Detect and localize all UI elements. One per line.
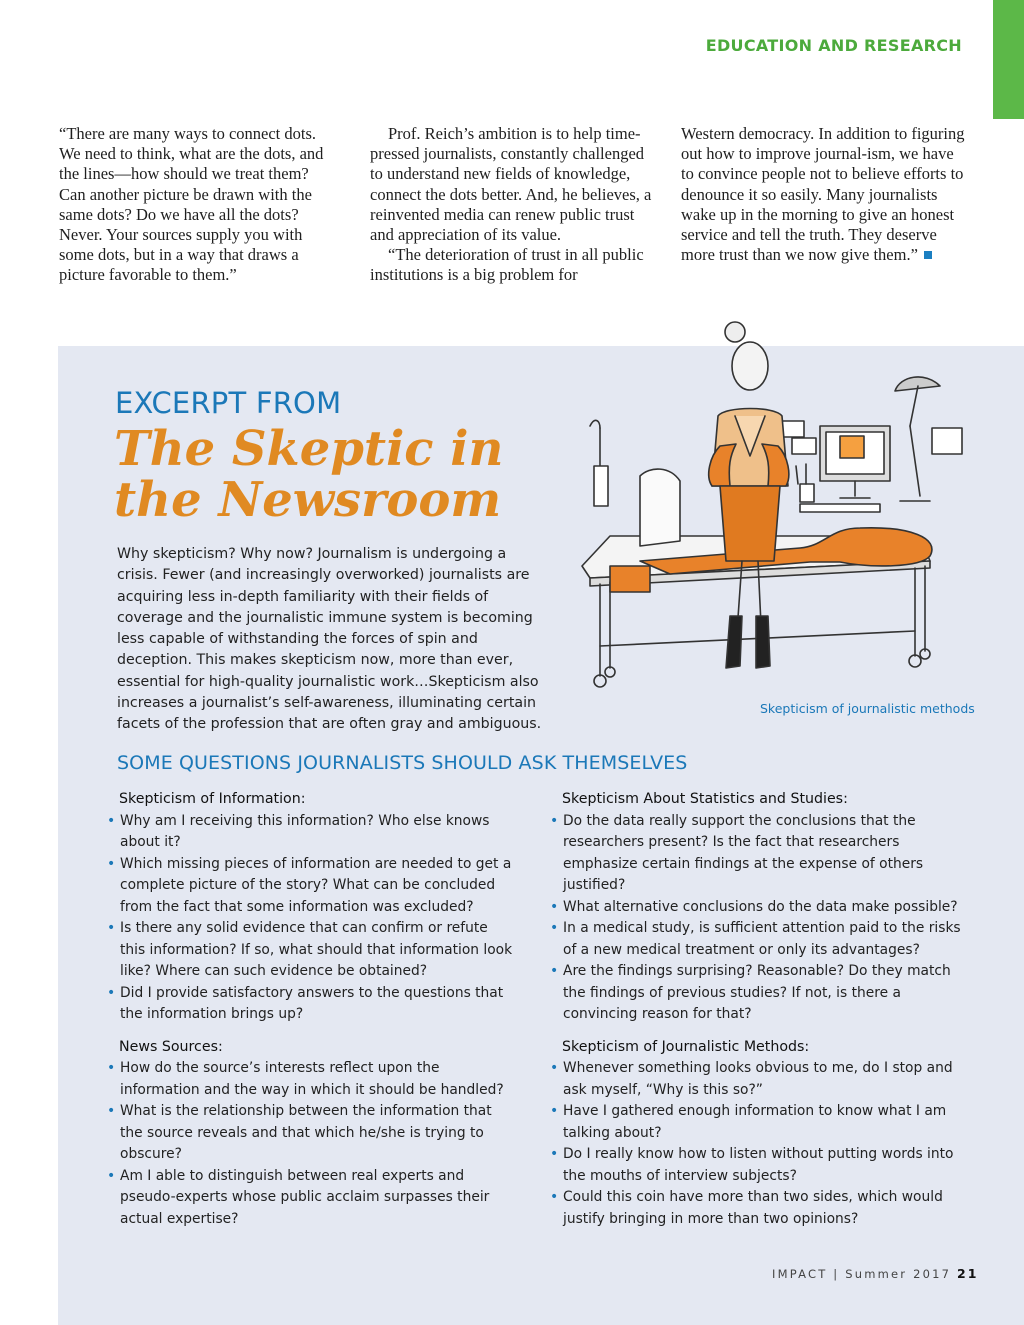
- question-item: • Am I able to distinguish between real experts and pseudo-experts whose public acclaim surpasses their actual expertise?: [107, 1167, 490, 1227]
- bullet-icon: •: [550, 812, 559, 829]
- bullet-icon: •: [550, 1189, 559, 1205]
- bullet-icon: •: [107, 984, 116, 1001]
- question-item: • Why am I receiving this information? Who else knows about it?: [107, 812, 490, 850]
- question-group: [550, 1037, 970, 1231]
- question-group-title: News Sources:: [119, 1038, 223, 1055]
- question-item: • Whenever something looks obvious to me, do I stop and ask myself, “Why is this so?”: [550, 1060, 953, 1098]
- question-item: • What alternative conclusions do the data make possible?: [560, 897, 970, 919]
- excerpt-title: The Skeptic in the Newsroom: [114, 421, 504, 528]
- question-item: • Could this coin have more than two sides, which would justify bringing in more than two opinions?: [550, 1189, 943, 1227]
- article-paragraph: “The deterioration of trust in all public institutions is a big problem for: [370, 245, 644, 285]
- bullet-icon: •: [107, 920, 116, 936]
- bullet-icon: •: [107, 812, 116, 829]
- bullet-icon: •: [550, 1060, 559, 1076]
- question-item: • Have I gathered enough information to know what I am talking about?: [550, 1103, 947, 1141]
- footer-separator: |: [833, 1267, 840, 1281]
- question-item: • Do I really know how to listen without putting words into the mouths of interview subjects?: [550, 1146, 954, 1184]
- section-title: EDUCATION AND RESEARCH: [705, 36, 962, 55]
- question-group: [550, 789, 970, 1026]
- questions-right-column: [550, 789, 970, 1241]
- question-item: • How do the source’s interests reflect upon the information and the way in which it should be handled?: [107, 1060, 504, 1098]
- question-group: [107, 1037, 517, 1231]
- page-number: 21: [957, 1266, 979, 1281]
- bullet-icon: •: [550, 898, 559, 915]
- article-paragraph: Western democracy. In addition to figuring out how to improve journal-ism, we have to convince people not to believe efforts to denounce it so easily. Many journalists wake up in the morning to give an honest service and tell the truth. They deserve more trust than we now give them.”: [681, 124, 965, 265]
- question-item: • Do the data really support the conclusions that the researchers present? Is the fact that researchers emphasize certain findings at the expense of others justified?: [550, 812, 924, 893]
- bullet-icon: •: [107, 1103, 116, 1119]
- bullet-icon: •: [550, 963, 559, 979]
- bullet-icon: •: [550, 920, 559, 936]
- question-item: • Is there any solid evidence that can confirm or refute this information? If so, what should that information look like? Where can such evidence be obtained?: [107, 920, 513, 979]
- issue-label: Summer 2017: [845, 1267, 952, 1281]
- article-column-2: [370, 124, 660, 286]
- bullet-icon: •: [107, 1167, 116, 1184]
- article-paragraph: “There are many ways to connect dots. We need to think, what are the dots, and the lines—how should we treat them? Can another picture be drawn with the same dots? Do we have all the dots? Never. Your sources supply you with some dots, but in a way that draws a picture favorable to them.”: [59, 124, 324, 285]
- bullet-icon: •: [550, 1146, 559, 1162]
- page-footer: [772, 1266, 978, 1281]
- article-paragraph: Prof. Reich’s ambition is to help time-pressed journalists, constantly challenged to understand new fields of knowledge, connect the dots better. And, he believes, a reinvented media can renew public trust and appreciation of its value.: [370, 124, 652, 245]
- excerpt-kicker: EXCERPT FROM: [115, 386, 342, 420]
- questions-heading: SOME QUESTIONS JOURNALISTS SHOULD ASK THEMSELVES: [117, 752, 688, 774]
- section-color-tab: [993, 0, 1024, 119]
- end-mark-icon: [924, 251, 932, 259]
- bullet-icon: •: [107, 855, 116, 872]
- illustration-caption: Skepticism of journalistic methods: [760, 701, 975, 716]
- question-group: [107, 789, 517, 1026]
- questions-left-column: [107, 789, 517, 1241]
- publication-name: IMPACT: [772, 1267, 828, 1281]
- question-item: • Which missing pieces of information are needed to get a complete picture of the story? What can be concluded from the fact that some information was excluded?: [107, 855, 512, 915]
- question-item: • What is the relationship between the information that the source reveals and that which he/she is trying to obscure?: [107, 1103, 492, 1162]
- question-group-title: Skepticism of Information:: [119, 791, 306, 807]
- skeptic-illustration: [570, 316, 970, 701]
- bullet-icon: •: [107, 1060, 116, 1076]
- article-column-3: [681, 124, 969, 265]
- question-group-title: Skepticism About Statistics and Studies:: [562, 791, 848, 807]
- question-item: • Are the findings surprising? Reasonable? Do they match the findings of previous studies? If not, is there a convincing reason for that?: [550, 963, 951, 1022]
- article-column-1: [59, 124, 331, 286]
- question-group-title: Skepticism of Journalistic Methods:: [562, 1038, 810, 1055]
- bullet-icon: •: [550, 1103, 559, 1119]
- excerpt-intro: Why skepticism? Why now? Journalism is undergoing a crisis. Fewer (and increasingly overworked) journalists are acquiring less in-depth familiarity with their fields of coverage and the journalistic immune system is becoming less capable of withstanding the forces of spin and deception. This makes skepticism now, more than ever, essential for high-quality journalistic work…Skepticism also increases a journalist’s self-awareness, illuminating certain facets of the profession that are often gray and ambiguous.: [117, 546, 542, 733]
- question-item: • In a medical study, is sufficient attention paid to the risks of a new medical treatment or only its advantages?: [550, 920, 961, 958]
- question-item: • Did I provide satisfactory answers to the questions that the information brings up?: [107, 984, 504, 1022]
